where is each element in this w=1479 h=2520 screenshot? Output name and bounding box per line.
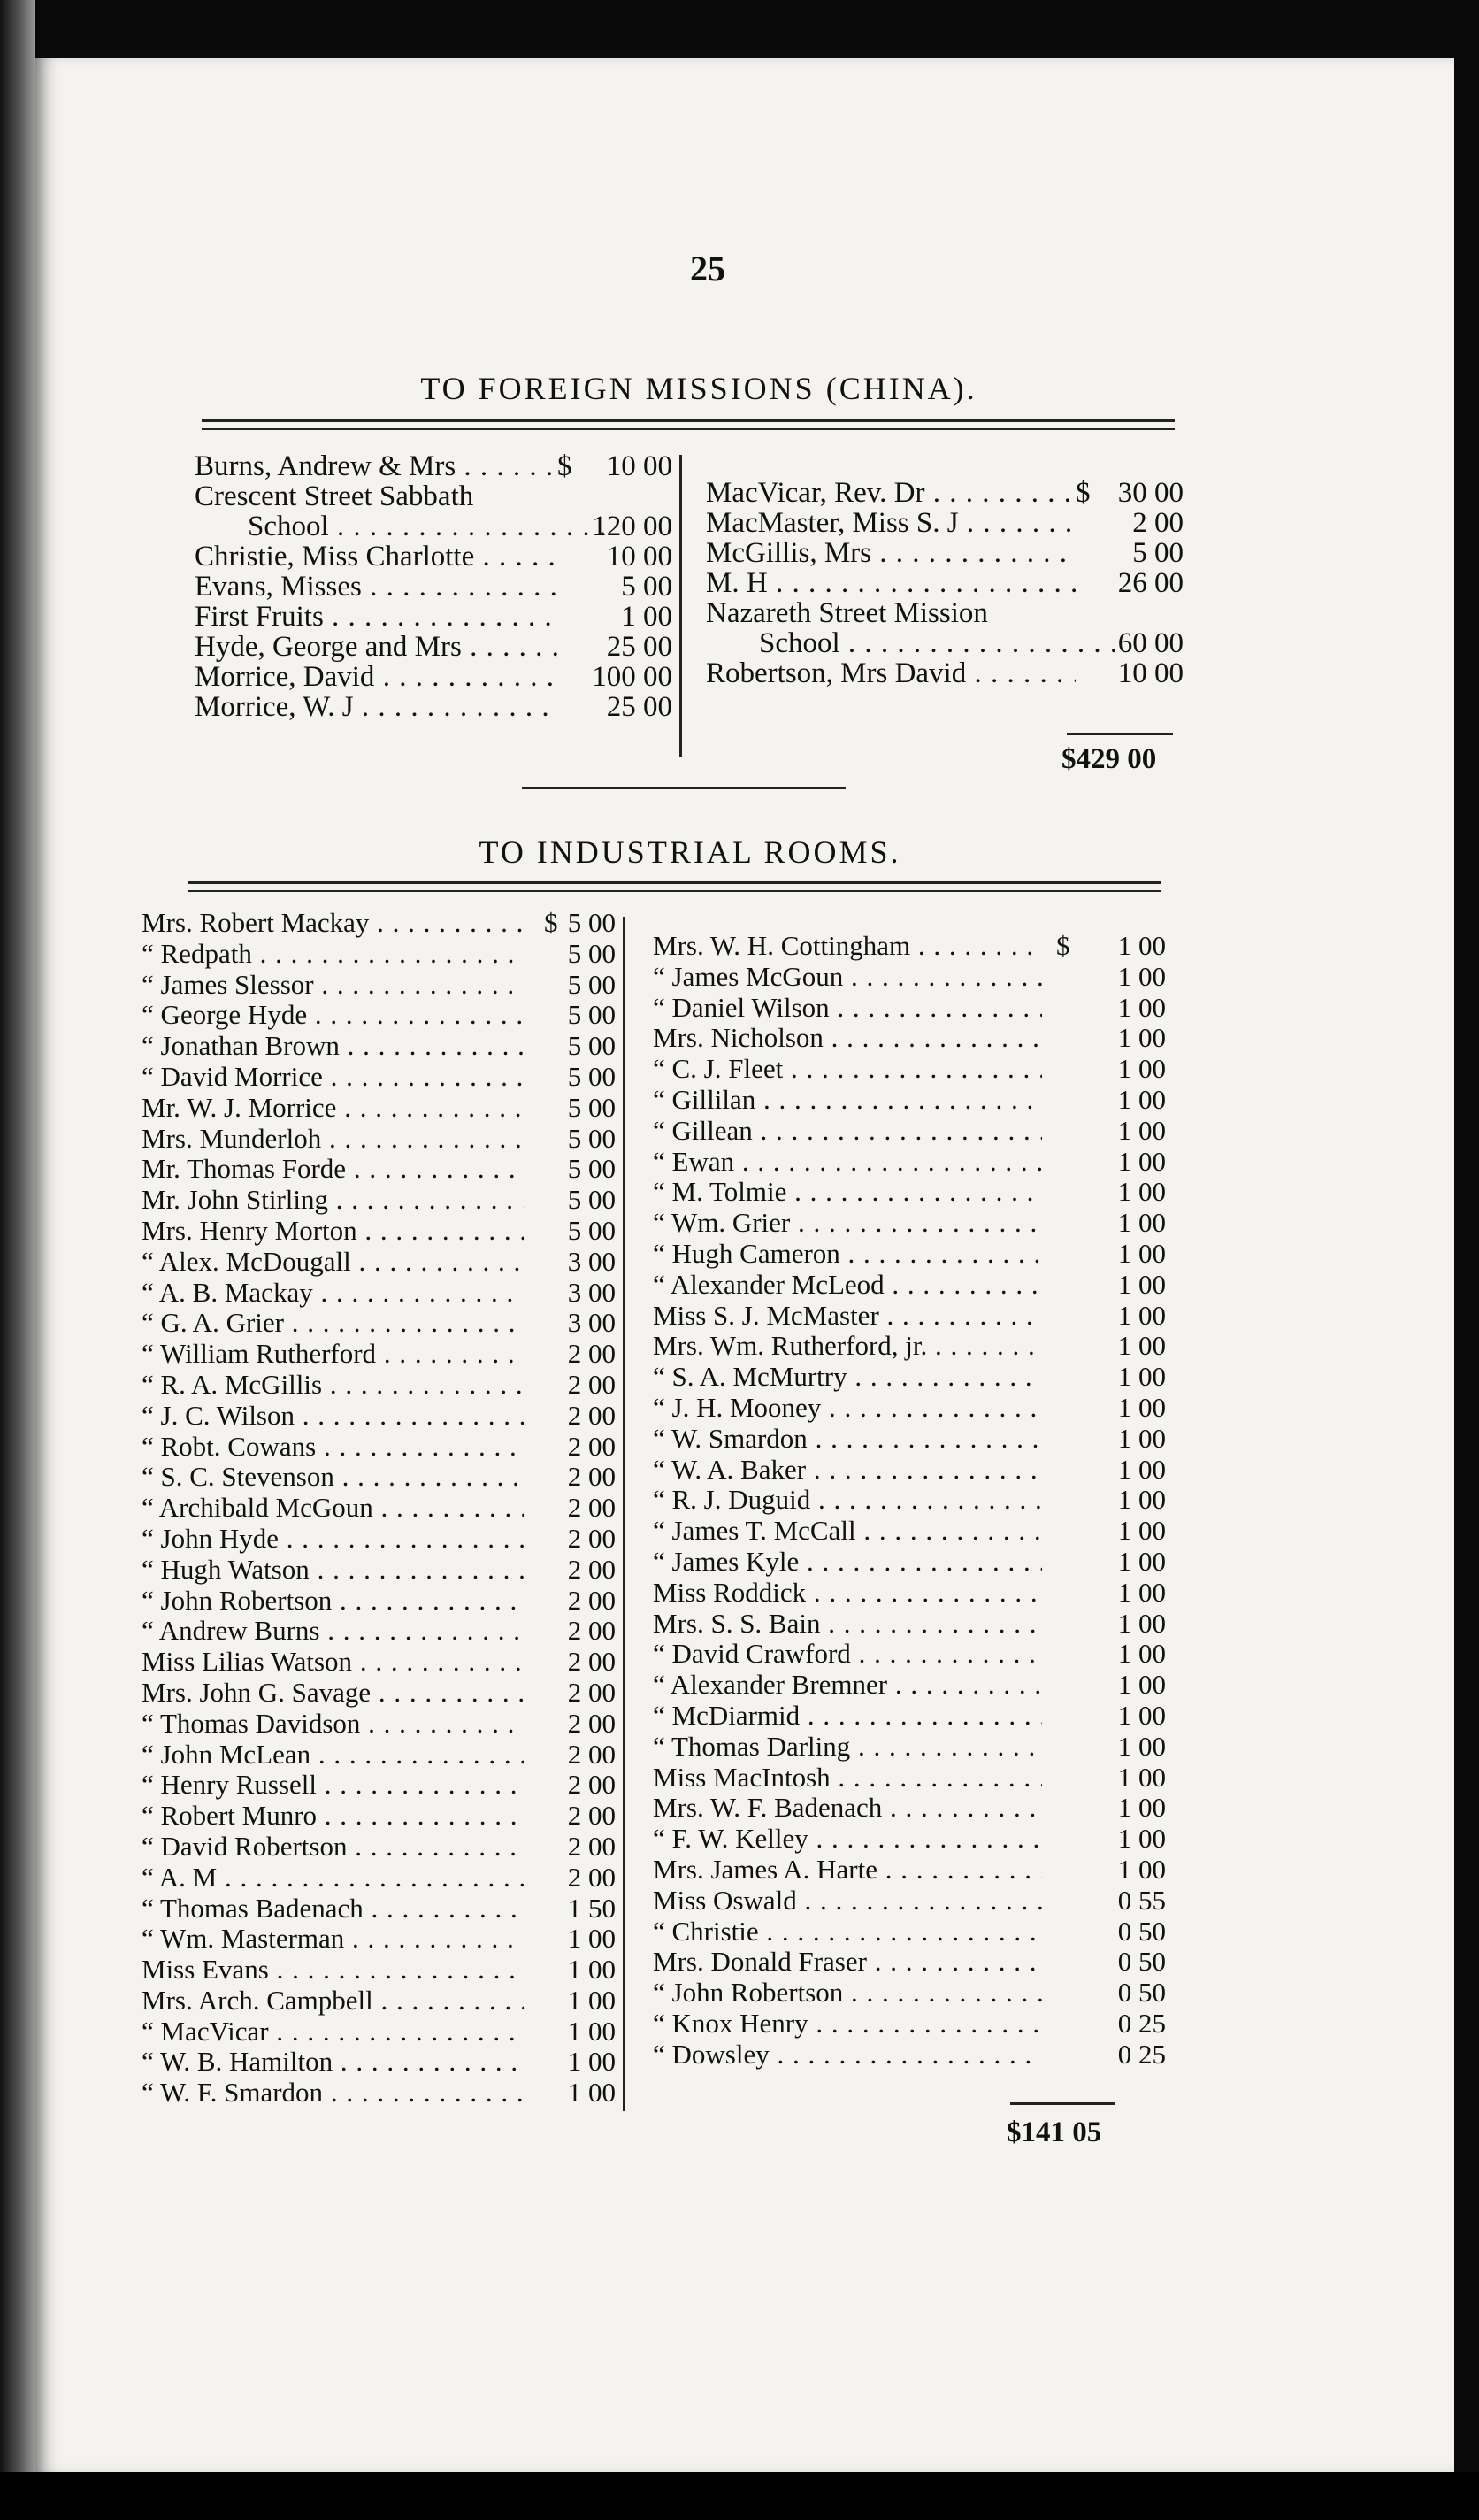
- donor-name: “ G. A. Grier . . .: [142, 1308, 524, 1339]
- donation-amount: 30 00: [1117, 477, 1184, 509]
- ledger-entry: [142, 1894, 616, 1925]
- ledger-entry: [142, 1000, 616, 1031]
- donation-amount: 1 00: [1117, 1114, 1166, 1146]
- donation-amount: 2 00: [567, 1522, 616, 1554]
- donor-name: Mrs. Arch. Campbell . . .: [142, 1986, 524, 2017]
- ledger-entry: [653, 1824, 1166, 1855]
- donation-amount: 1 00: [1117, 1207, 1166, 1239]
- ledger-entry: [653, 1793, 1166, 1824]
- donor-name: MacVicar, Rev. Dr . . .: [706, 478, 1076, 508]
- ledger-entry: [653, 1947, 1166, 1978]
- ledger-entry: [142, 1278, 616, 1309]
- donation-amount: 0 25: [1117, 2038, 1166, 2070]
- ledger-entry: [706, 658, 1184, 688]
- donor-name: School . . .: [195, 511, 612, 542]
- donor-name: “ Wm. Grier . . .: [653, 1208, 1042, 1239]
- industrial-rooms-total: $141 05: [1007, 2117, 1102, 2148]
- ledger-entry: [142, 1586, 616, 1617]
- donation-amount: 5 00: [567, 1060, 616, 1092]
- ledger-entry: [142, 1709, 616, 1740]
- ledger-entry: [142, 1062, 616, 1093]
- ledger-entry: [142, 1986, 616, 2017]
- ledger-entry: [653, 1116, 1166, 1147]
- ledger-entry: [653, 993, 1166, 1024]
- donor-name: “ Jonathan Brown . . .: [142, 1031, 524, 1062]
- donor-name: MacMaster, Miss S. J . . .: [706, 508, 1076, 538]
- donation-amount: 1 00: [1117, 1299, 1166, 1331]
- donation-amount: 2 00: [567, 1461, 616, 1493]
- ledger-entry: [653, 931, 1166, 962]
- total-rule: [1067, 733, 1173, 735]
- column-divider: [623, 917, 625, 2111]
- donor-name: “ David Morrice . . .: [142, 1062, 524, 1093]
- scan-border: [0, 2472, 1479, 2520]
- donor-name: “ William Rutherford . . .: [142, 1339, 524, 1370]
- donor-name: “ Robert Munro . . .: [142, 1801, 524, 1832]
- ledger-entry: [195, 602, 672, 632]
- donor-name: Morrice, David . . .: [195, 662, 559, 692]
- donor-name: Mr. W. J. Morrice . . .: [142, 1093, 524, 1124]
- donation-amount: 2 00: [567, 1584, 616, 1616]
- donation-amount: 5 00: [567, 1153, 616, 1185]
- ledger-entry: [142, 1493, 616, 1524]
- donation-amount: 5 00: [567, 1184, 616, 1216]
- donor-name: “ F. W. Kelley . . .: [653, 1824, 1042, 1855]
- donor-name: Robertson, Mrs David . . .: [706, 658, 1076, 688]
- ledger-entry: [142, 1308, 616, 1339]
- ledger-entry: [142, 1031, 616, 1062]
- foreign-missions-left-column: [195, 451, 672, 722]
- donor-name: “ Knox Henry . . .: [653, 2009, 1042, 2040]
- donation-amount: 0 55: [1117, 1884, 1166, 1916]
- ledger-entry: [653, 1270, 1166, 1301]
- ledger-entry: [142, 1924, 616, 1955]
- ledger-entry: [195, 662, 672, 692]
- donor-name: “ J. H. Mooney . . .: [653, 1393, 1042, 1424]
- donation-amount: 2 00: [567, 1368, 616, 1400]
- ledger-entry: [706, 628, 1184, 658]
- heading-rule: [202, 428, 1175, 430]
- ledger-entry: [142, 1678, 616, 1709]
- donor-name: “ James T. McCall . . .: [653, 1516, 1042, 1547]
- donor-name: “ John Robertson . . .: [653, 1978, 1042, 2009]
- donation-amount: 2 00: [567, 1553, 616, 1585]
- donation-amount: 25 00: [606, 631, 672, 663]
- donation-amount: 1 00: [1117, 1823, 1166, 1855]
- donation-amount: 1 00: [1117, 1053, 1166, 1085]
- ledger-entry: [142, 1154, 616, 1185]
- donation-amount: 0 50: [1117, 1915, 1166, 1947]
- ledger-entry: [653, 1701, 1166, 1732]
- donation-amount: 1 00: [567, 2046, 616, 2078]
- donor-name: “ C. J. Fleet . . .: [653, 1054, 1042, 1085]
- donation-amount: 3 00: [567, 1307, 616, 1339]
- donor-name: Hyde, George and Mrs . . .: [195, 632, 559, 662]
- donor-name: M. H . . .: [706, 568, 1076, 598]
- donation-amount: 10 00: [1117, 657, 1184, 689]
- donation-amount: 5 00: [567, 1122, 616, 1154]
- donation-amount: 1 00: [1117, 1761, 1166, 1793]
- donor-name: “ David Crawford . . .: [653, 1639, 1042, 1670]
- donor-name: Mrs. Nicholson . . .: [653, 1023, 1042, 1054]
- donation-amount: 1 00: [567, 2077, 616, 2109]
- donation-amount: 1 00: [1117, 1022, 1166, 1054]
- donor-name: Morrice, W. J . . .: [195, 692, 559, 722]
- dollar-sign: $: [1056, 930, 1070, 961]
- donor-name: “ Thomas Darling . . .: [653, 1732, 1042, 1763]
- ledger-entry: [653, 2040, 1166, 2071]
- donor-name: “ R. A. McGillis . . .: [142, 1370, 524, 1401]
- ledger-entry: [142, 1124, 616, 1155]
- page-number: 25: [690, 249, 725, 288]
- total-rule: [1010, 2102, 1115, 2105]
- donor-name: Mrs. Henry Morton . . .: [142, 1216, 524, 1247]
- ledger-entry: [653, 1978, 1166, 2009]
- heading-rule: [202, 419, 1175, 422]
- foreign-missions-right-column: [706, 478, 1184, 688]
- donor-name: “ McDiarmid . . .: [653, 1701, 1042, 1732]
- industrial-rooms-heading: TO INDUSTRIAL ROOMS.: [479, 834, 901, 870]
- ledger-entry: [653, 1393, 1166, 1424]
- ledger-entry: [142, 1863, 616, 1894]
- donation-amount: 5 00: [567, 1214, 616, 1246]
- heading-rule: [188, 890, 1161, 892]
- ledger-entry: [706, 478, 1184, 508]
- donation-amount: 1 00: [1117, 1453, 1166, 1485]
- ledger-entry: [195, 692, 672, 722]
- donation-amount: 1 00: [1117, 1083, 1166, 1115]
- heading-rule: [188, 881, 1161, 884]
- donor-name: “ W. B. Hamilton . . .: [142, 2047, 524, 2078]
- donation-amount: 10 00: [606, 541, 672, 572]
- donor-name: “ Robt. Cowans . . .: [142, 1432, 524, 1463]
- donor-name: “ Ewan . . .: [653, 1147, 1042, 1178]
- donor-name: “ Thomas Davidson . . .: [142, 1709, 524, 1740]
- ledger-entry: [195, 572, 672, 602]
- donation-amount: 1 00: [1117, 930, 1166, 961]
- donor-name: “ David Robertson . . .: [142, 1832, 524, 1863]
- donation-amount: 2 00: [567, 1800, 616, 1832]
- ledger-entry: [653, 1362, 1166, 1393]
- ledger-entry: [195, 481, 672, 511]
- donor-name: Miss MacIntosh . . .: [653, 1763, 1042, 1794]
- donor-name: “ John Hyde . . .: [142, 1524, 524, 1555]
- ledger-entry: [653, 1485, 1166, 1516]
- donation-amount: 2 00: [567, 1399, 616, 1431]
- donation-amount: 26 00: [1117, 567, 1184, 599]
- ledger-entry: [142, 1955, 616, 1986]
- donation-amount: 1 00: [1117, 1176, 1166, 1208]
- ledger-entry: [142, 1524, 616, 1555]
- ledger-entry: [142, 908, 616, 939]
- ledger-entry: [653, 1147, 1166, 1178]
- donation-amount: 2 00: [567, 1769, 616, 1801]
- donation-amount: 2 00: [567, 1492, 616, 1524]
- donor-name: Mrs. John G. Savage . . .: [142, 1678, 524, 1709]
- donor-name: Christie, Miss Charlotte . . .: [195, 542, 559, 572]
- ledger-entry: [653, 1085, 1166, 1116]
- donation-amount: 5 00: [1132, 537, 1184, 569]
- ledger-entry: [653, 1670, 1166, 1701]
- donation-amount: 2 00: [567, 1615, 616, 1647]
- donor-name: “ Henry Russell . . .: [142, 1770, 524, 1801]
- donation-amount: 1 00: [1117, 1792, 1166, 1824]
- donation-amount: 1 00: [1117, 1515, 1166, 1547]
- ledger-entry: [195, 632, 672, 662]
- ledger-entry: [706, 508, 1184, 538]
- ledger-entry: [142, 2047, 616, 2078]
- ledger-entry: [142, 1740, 616, 1771]
- ledger-entry: [653, 1855, 1166, 1886]
- donation-amount: 1 00: [1117, 1330, 1166, 1362]
- donation-amount: 25 00: [606, 691, 672, 723]
- donor-name: “ Thomas Badenach . . .: [142, 1894, 524, 1925]
- ledger-entry: [653, 1732, 1166, 1763]
- donor-name: “ J. C. Wilson . . .: [142, 1401, 524, 1432]
- donor-name: “ Wm. Masterman . . .: [142, 1924, 524, 1955]
- ledger-entry: [653, 1455, 1166, 1486]
- donor-name: “ James McGoun . . .: [653, 962, 1042, 993]
- donation-amount: 1 00: [1117, 1545, 1166, 1577]
- donor-name: “ A. M . . .: [142, 1863, 524, 1894]
- donation-amount: 100 00: [592, 661, 672, 693]
- donor-name: Mrs. S. S. Bain . . .: [653, 1609, 1042, 1640]
- donor-name: “ Christie . . .: [653, 1917, 1042, 1948]
- ledger-entry: [142, 1555, 616, 1586]
- donor-name: “ John Robertson . . .: [142, 1586, 524, 1617]
- donation-amount: 1 00: [1117, 1669, 1166, 1701]
- donor-name: Crescent Street Sabbath: [195, 481, 474, 511]
- ledger-entry: [142, 1770, 616, 1801]
- donor-name: “ M. Tolmie . . .: [653, 1177, 1042, 1208]
- donor-name: “ W. A. Baker . . .: [653, 1455, 1042, 1486]
- donation-amount: 1 00: [1117, 1145, 1166, 1177]
- column-divider: [679, 455, 682, 757]
- donor-name: First Fruits . . .: [195, 602, 559, 632]
- ledger-entry: [142, 1093, 616, 1124]
- donation-amount: 1 50: [567, 1892, 616, 1924]
- donor-name: Mrs. W. F. Badenach . . .: [653, 1793, 1042, 1824]
- donation-amount: 1 00: [1117, 1638, 1166, 1670]
- donor-name: “ Gillilan . . .: [653, 1085, 1042, 1116]
- section-separator: [522, 788, 846, 789]
- donor-name: “ W. F. Smardon . . .: [142, 2078, 524, 2109]
- ledger-entry: [653, 1639, 1166, 1670]
- donor-name: Mrs. W. H. Cottingham . . .: [653, 931, 1042, 962]
- donation-amount: 1 00: [567, 1954, 616, 1986]
- donor-name: Burns, Andrew & Mrs . . .: [195, 451, 559, 481]
- donation-amount: 1 00: [1117, 1237, 1166, 1269]
- donor-name: “ Dowsley . . .: [653, 2040, 1042, 2071]
- donor-name: “ George Hyde . . .: [142, 1000, 524, 1031]
- donor-name: “ James Slessor . . .: [142, 970, 524, 1001]
- ledger-entry: [142, 939, 616, 970]
- donation-amount: 5 00: [567, 1030, 616, 1062]
- donation-amount: 1 00: [1117, 1576, 1166, 1608]
- donor-name: Miss Lilias Watson . . .: [142, 1647, 524, 1678]
- ledger-entry: [195, 542, 672, 572]
- ledger-entry: [142, 2078, 616, 2109]
- donor-name: “ Hugh Watson . . .: [142, 1555, 524, 1586]
- ledger-entry: [653, 1177, 1166, 1208]
- ledger-entry: [653, 1331, 1166, 1362]
- donation-amount: 3 00: [567, 1276, 616, 1308]
- donation-amount: 5 00: [567, 937, 616, 969]
- ledger-entry: [653, 2009, 1166, 2040]
- donation-amount: 5 00: [621, 571, 672, 603]
- donor-name: Nazareth Street Mission: [706, 598, 988, 628]
- donor-name: Mr. Thomas Forde . . .: [142, 1154, 524, 1185]
- donor-name: “ Gillean . . .: [653, 1116, 1042, 1147]
- donor-name: “ John McLean . . .: [142, 1740, 524, 1771]
- ledger-entry: [142, 1647, 616, 1678]
- donor-name: “ Andrew Burns . . .: [142, 1616, 524, 1647]
- ledger-entry: [142, 1462, 616, 1493]
- donation-amount: 2 00: [567, 1861, 616, 1893]
- donation-amount: 1 00: [1117, 1484, 1166, 1516]
- ledger-entry: [653, 1886, 1166, 1917]
- donation-amount: 2 00: [1132, 507, 1184, 539]
- donor-name: Miss Oswald . . .: [653, 1886, 1042, 1917]
- donation-amount: 1 00: [1117, 960, 1166, 992]
- donation-amount: 2 00: [567, 1830, 616, 1862]
- donor-name: “ Alexander Bremner . . .: [653, 1670, 1042, 1701]
- ledger-entry: [653, 1609, 1166, 1640]
- donor-name: “ Archibald McGoun . . .: [142, 1493, 524, 1524]
- dollar-sign: $: [557, 450, 572, 482]
- donation-amount: 1 00: [1117, 1607, 1166, 1639]
- ledger-entry: [142, 2017, 616, 2048]
- ledger-entry: [653, 1763, 1166, 1794]
- donation-amount: 1 00: [1117, 1422, 1166, 1454]
- donor-name: Mrs. Robert Mackay . . .: [142, 908, 524, 939]
- donation-amount: 0 50: [1117, 1977, 1166, 2009]
- donation-amount: 1 00: [1117, 1730, 1166, 1762]
- donation-amount: 5 00: [567, 1091, 616, 1123]
- ledger-entry: [142, 1616, 616, 1647]
- donor-name: “ S. A. McMurtry . . .: [653, 1362, 1042, 1393]
- donation-amount: 2 00: [567, 1738, 616, 1770]
- donor-name: “ James Kyle . . .: [653, 1547, 1042, 1578]
- industrial-rooms-right-column: [653, 931, 1166, 2070]
- donation-amount: 2 00: [567, 1430, 616, 1462]
- donation-amount: 1 00: [567, 1923, 616, 1955]
- donor-name: “ W. Smardon . . .: [653, 1424, 1042, 1455]
- ledger-entry: [706, 538, 1184, 568]
- donation-amount: 0 25: [1117, 2007, 1166, 2039]
- donation-amount: 1 00: [567, 2015, 616, 2047]
- ledger-entry: [142, 970, 616, 1001]
- ledger-entry: [195, 511, 672, 542]
- donor-name: “ Redpath . . .: [142, 939, 524, 970]
- ledger-entry: [142, 1401, 616, 1432]
- ledger-entry: [653, 1917, 1166, 1948]
- donor-name: Miss S. J. McMaster . . .: [653, 1301, 1042, 1332]
- foreign-missions-total: $429 00: [1061, 743, 1157, 775]
- donation-amount: 5 00: [567, 968, 616, 1000]
- ledger-entry: [706, 598, 1184, 628]
- donor-name: “ A. B. Mackay . . .: [142, 1278, 524, 1309]
- donation-amount: 1 00: [567, 1984, 616, 2016]
- donor-name: “ Alex. McDougall . . .: [142, 1247, 524, 1278]
- ledger-entry: [142, 1370, 616, 1401]
- donor-name: “ S. C. Stevenson . . .: [142, 1462, 524, 1493]
- ledger-entry: [142, 1432, 616, 1463]
- ledger-entry: [653, 1578, 1166, 1609]
- donor-name: Mr. John Stirling . . .: [142, 1185, 524, 1216]
- ledger-entry: [706, 568, 1184, 598]
- ledger-entry: [142, 1216, 616, 1247]
- ledger-entry: [653, 1208, 1166, 1239]
- donation-amount: 2 00: [567, 1338, 616, 1370]
- donation-amount: 1 00: [1117, 991, 1166, 1023]
- ledger-entry: [142, 1247, 616, 1278]
- donor-name: Mrs. Wm. Rutherford, jr. . . .: [653, 1331, 1042, 1362]
- donation-amount: 60 00: [1117, 627, 1184, 659]
- donor-name: School . . .: [706, 628, 1129, 658]
- donation-amount: 120 00: [592, 511, 672, 542]
- donation-amount: 2 00: [567, 1646, 616, 1678]
- donor-name: “ MacVicar . . .: [142, 2017, 524, 2048]
- ledger-entry: [142, 1185, 616, 1216]
- dollar-sign: $: [1076, 477, 1091, 509]
- ledger-entry: [653, 1301, 1166, 1332]
- ledger-entry: [653, 1054, 1166, 1085]
- donor-name: “ Alexander McLeod . . .: [653, 1270, 1042, 1301]
- ledger-entry: [653, 1547, 1166, 1578]
- donation-amount: 10 00: [606, 450, 672, 482]
- donation-amount: 2 00: [567, 1707, 616, 1739]
- donation-amount: 1 00: [1117, 1391, 1166, 1423]
- donor-name: Miss Roddick . . .: [653, 1578, 1042, 1609]
- donor-name: “ R. J. Duguid . . .: [653, 1485, 1042, 1516]
- donation-amount: 3 00: [567, 1245, 616, 1277]
- industrial-rooms-left-column: [142, 908, 616, 2109]
- donation-amount: 5 00: [567, 999, 616, 1031]
- donation-amount: 0 50: [1117, 1946, 1166, 1978]
- ledger-entry: [142, 1801, 616, 1832]
- donation-amount: 1 00: [1117, 1853, 1166, 1885]
- donor-name: Mrs. James A. Harte . . .: [653, 1855, 1042, 1886]
- donation-amount: 2 00: [567, 1676, 616, 1708]
- ledger-entry: [142, 1832, 616, 1863]
- ledger-entry: [653, 1424, 1166, 1455]
- book-spine: [0, 0, 35, 2520]
- donation-amount: 1 00: [1117, 1699, 1166, 1731]
- ledger-entry: [653, 1239, 1166, 1270]
- dollar-sign: $: [544, 907, 558, 938]
- donor-name: McGillis, Mrs . . .: [706, 538, 1076, 568]
- donor-name: “ Hugh Cameron . . .: [653, 1239, 1042, 1270]
- donor-name: “ Daniel Wilson . . .: [653, 993, 1042, 1024]
- donation-amount: 1 00: [1117, 1361, 1166, 1393]
- ledger-entry: [653, 1516, 1166, 1547]
- donor-name: Evans, Misses . . .: [195, 572, 559, 602]
- donation-amount: 5 00: [567, 907, 616, 938]
- ledger-entry: [653, 1023, 1166, 1054]
- donor-name: Mrs. Munderloh . . .: [142, 1124, 524, 1155]
- donor-name: Mrs. Donald Fraser . . .: [653, 1947, 1042, 1978]
- ledger-entry: [142, 1339, 616, 1370]
- foreign-missions-heading: TO FOREIGN MISSIONS (CHINA).: [420, 371, 977, 406]
- donation-amount: 1 00: [1117, 1268, 1166, 1300]
- donor-name: Miss Evans . . .: [142, 1955, 524, 1986]
- ledger-entry: [653, 962, 1166, 993]
- ledger-entry: [195, 451, 672, 481]
- donation-amount: 1 00: [621, 601, 672, 633]
